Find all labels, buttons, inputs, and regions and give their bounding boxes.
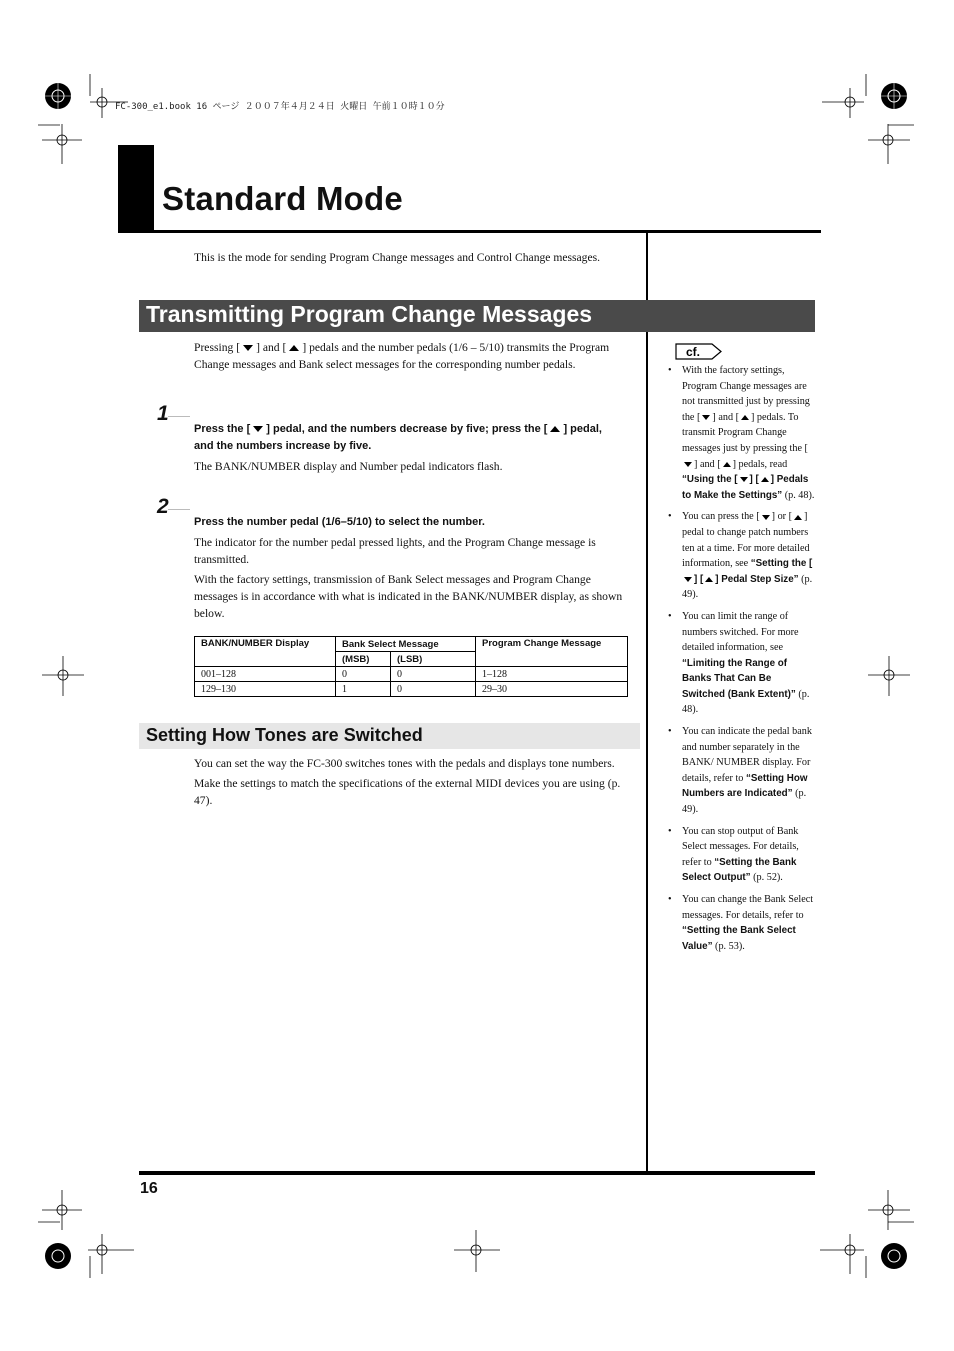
down-pedal-icon [684, 462, 692, 467]
section2-block [194, 755, 626, 809]
note-text: ] or [ [771, 511, 792, 523]
note-text: You can change the Bank Select messages. For details, refer to [682, 894, 814, 921]
step1-instruction [194, 421, 614, 455]
th-display: BANK/NUMBER Display [195, 637, 336, 667]
up-pedal-icon [723, 462, 731, 467]
registration-mark-left-middle [40, 654, 86, 700]
step-rule-1 [168, 416, 190, 417]
note-text: (p. 48). [682, 688, 810, 716]
registration-mark-top-right [818, 74, 914, 184]
cf-tag-icon [675, 343, 723, 360]
title-block [118, 145, 154, 232]
up-pedal-icon [550, 426, 560, 432]
th-lsb: (LSB) [391, 652, 476, 667]
note-ref: ] [ [749, 474, 759, 486]
note-text: ] pedal to change patch numbers ten at a time. For more detailed information, see [682, 511, 810, 570]
note-text: ] pedals. To transmit Program Change messages just by pressing the [ [682, 411, 808, 454]
registration-mark-bottom-left [38, 1180, 138, 1280]
registration-mark-top-left [38, 74, 130, 184]
intro-text: This is the mode for sending Program Change messages and Control Change messages. [194, 251, 601, 264]
page-title: Standard Mode [162, 180, 403, 217]
step1-instr-b: ] pedal, and the numbers decrease by five; press the [ [266, 423, 548, 435]
note-text: ] pedals, read [732, 458, 788, 470]
th-msb: (MSB) [336, 652, 391, 667]
note-text: (p. 53). [712, 940, 745, 952]
step2-instruction: Press the number pedal (1/6–5/10) to select the number. [194, 516, 485, 528]
bank-program-table [194, 636, 628, 697]
registration-mark-bottom-right [816, 1180, 914, 1280]
up-pedal-icon [289, 345, 299, 351]
step-number-1: 1 [157, 402, 169, 425]
lead-text-b: ] and [ [256, 341, 287, 354]
print-header: FC-300_e1.book 16 ページ ２００７年４月２４日 火曜日 午前１０時１０分 [115, 102, 445, 112]
note-ref: “Limiting the Range of Banks That Can Be Switched (Bank Extent)” [682, 657, 796, 700]
note-ref: ] Pedals to Make the Settings” [682, 474, 809, 501]
step1-instr-c: ] pedal, and the numbers increase by five. [194, 423, 602, 452]
note-ref: “Using the [ [682, 474, 738, 486]
note-ref: ] [ [694, 573, 704, 585]
down-pedal-icon [740, 477, 748, 482]
page-number: 16 [140, 1180, 158, 1197]
note-text: (p. 49). [682, 788, 807, 816]
section-heading-tones [139, 723, 640, 749]
cell-display: 129–130 [195, 682, 336, 697]
title-rule [118, 230, 821, 233]
step1-block [194, 421, 614, 475]
note-text: You can stop output of Bank Select messages. For details, refer to [682, 825, 799, 868]
th-program-change: Program Change Message [476, 637, 628, 667]
footer-rule [139, 1171, 815, 1175]
lead-text-a: Pressing [ [194, 341, 241, 354]
sidebar-note [668, 892, 816, 954]
cell-lsb: 0 [391, 682, 476, 697]
up-pedal-icon [761, 477, 769, 482]
section-heading-text: Transmitting Program Change Messages [146, 301, 593, 327]
note-text: You can indicate the pedal bank and number separately in the BANK/ NUMBER display. For details, refer to [682, 726, 812, 784]
column-divider [646, 233, 648, 1173]
cf-tag [675, 343, 723, 365]
note-text: You can limit the range of numbers switched. For more detailed information, see [682, 610, 799, 654]
section-heading-transmitting [139, 300, 815, 332]
cell-msb: 0 [336, 667, 391, 682]
note-ref: “Setting the [ [750, 558, 813, 570]
th-bank-select: Bank Select Message [336, 637, 476, 652]
up-pedal-icon [794, 515, 802, 520]
step2-note-1: The indicator for the number pedal pressed lights, and the Program Change message is transmitted. [194, 536, 596, 566]
table-row [195, 682, 628, 697]
down-pedal-icon [243, 345, 253, 351]
sidebar-notes [668, 363, 816, 960]
sidebar-note [668, 509, 816, 603]
sidebar-note [668, 363, 816, 503]
table-row [195, 667, 628, 682]
note-text: ] and [ [712, 411, 739, 423]
section2-p1: You can set the way the FC-300 switches tones with the pedals and displays tone numbers. [194, 757, 615, 770]
sidebar-note [668, 609, 816, 718]
down-pedal-icon [702, 415, 710, 420]
note-ref: “Setting the Bank Select Value” [682, 925, 796, 952]
intro-block [194, 249, 614, 266]
up-pedal-icon [705, 577, 713, 582]
down-pedal-icon [762, 515, 770, 520]
cell-msb: 1 [336, 682, 391, 697]
section2-p2: Make the settings to match the specifications of the external MIDI devices you are using (p. 47). [194, 777, 621, 807]
note-text: (p. 52). [750, 872, 783, 884]
note-ref: ] Pedal Step Size” [715, 573, 799, 585]
note-text: With the factory settings, Program Change messages are not transmitted just by pressing the [ [682, 365, 810, 423]
down-pedal-icon [253, 426, 263, 432]
sidebar-note [668, 824, 816, 886]
registration-mark-right-middle [868, 654, 914, 700]
cell-pc: 29–30 [476, 682, 628, 697]
note-ref: “Setting How Numbers are Indicated” [682, 772, 808, 800]
note-text: (p. 48). [782, 489, 815, 501]
step1-note: The BANK/NUMBER display and Number pedal indicators flash. [194, 460, 503, 473]
registration-mark-bottom-center [452, 1228, 502, 1274]
lead-text-c: ] pedals and the number pedals (1/6 – 5/10) transmits the Program Change messages and Bank select messages for the corresponding number pedals. [194, 341, 610, 371]
section1-lead [194, 339, 634, 373]
down-pedal-icon [684, 577, 692, 582]
cell-display: 001–128 [195, 667, 336, 682]
cell-lsb: 0 [391, 667, 476, 682]
sidebar-note [668, 724, 816, 818]
up-pedal-icon [741, 415, 749, 420]
note-ref: “Setting the Bank Select Output” [682, 856, 797, 884]
cell-pc: 1–128 [476, 667, 628, 682]
note-text: (p. 49). [682, 573, 813, 601]
subsection-heading-text: Setting How Tones are Switched [146, 725, 423, 745]
step1-instr-a: Press the [ [194, 423, 251, 435]
step2-block [194, 514, 632, 622]
step-rule-2 [168, 509, 190, 510]
note-text: You can press the [ [682, 511, 760, 523]
step-number-2: 2 [157, 495, 169, 518]
cf-label: cf. [686, 345, 701, 359]
note-text: ] and [ [694, 458, 721, 470]
step2-note-2: With the factory settings, transmission of Bank Select messages and Program Change messages is in accordance with what is indicated in the BANK/NUMBER display, as shown below. [194, 573, 623, 620]
